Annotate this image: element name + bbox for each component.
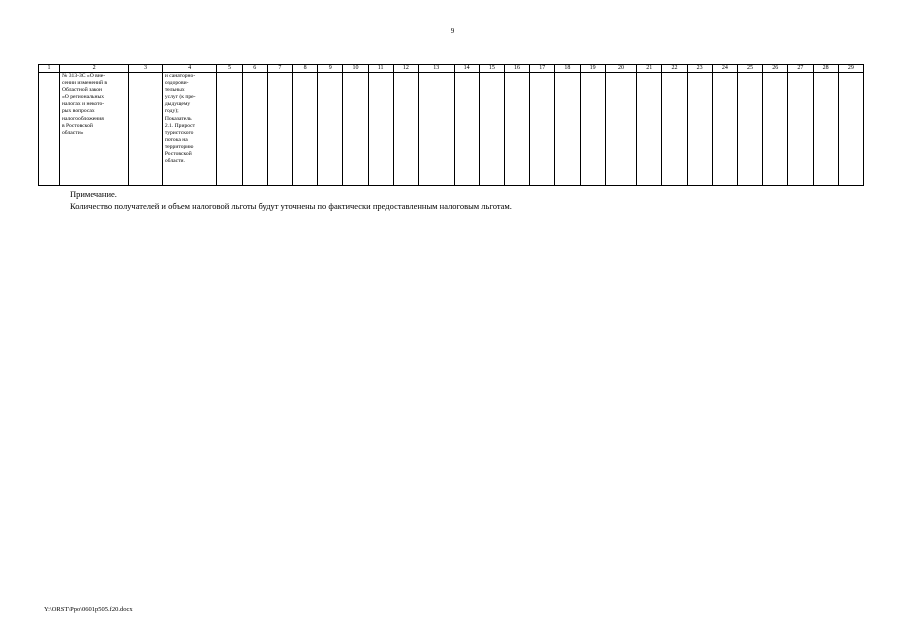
column-header: 25 [737, 65, 762, 73]
column-header: 5 [217, 65, 242, 73]
header-row [39, 65, 864, 73]
column-header: 23 [687, 65, 712, 73]
table-cell [605, 73, 636, 186]
note-text: Количество получателей и объем налоговой льготы будут уточнены по фактически предоставленным налоговым льготам. [70, 201, 512, 211]
table-cell [479, 73, 504, 186]
column-header: 13 [418, 65, 454, 73]
table-cell [637, 73, 662, 186]
table-cell: и санаторно- оздорови- тельных услуг (к пре- дыдущему году); Показатель 2.1. Прирост туристского потока на территорию Ростовской области. [162, 73, 217, 186]
table-cell [712, 73, 737, 186]
note-block [70, 188, 512, 212]
column-header: 2 [59, 65, 128, 73]
table-cell [838, 73, 863, 186]
column-header: 11 [368, 65, 393, 73]
column-header: 4 [162, 65, 217, 73]
table-cell [39, 73, 60, 186]
table-cell [368, 73, 393, 186]
page-number: 9 [450, 27, 455, 35]
column-header: 9 [318, 65, 343, 73]
column-header: 3 [129, 65, 163, 73]
table-cell [580, 73, 605, 186]
column-header: 1 [39, 65, 60, 73]
table-cell [504, 73, 529, 186]
table-cell: № 313-ЗС «О вне- сении изменений в Областной закон «О региональных налогах и некото- рых вопросах налогообложения в Ростовской области» [59, 73, 128, 186]
table-cell [217, 73, 242, 186]
table-cell [292, 73, 317, 186]
table-cell [267, 73, 292, 186]
column-header: 7 [267, 65, 292, 73]
table-cell [555, 73, 580, 186]
column-header: 17 [530, 65, 555, 73]
column-header: 19 [580, 65, 605, 73]
column-header: 20 [605, 65, 636, 73]
table-cell [418, 73, 454, 186]
column-header: 27 [788, 65, 813, 73]
table-cell [530, 73, 555, 186]
note-title: Примечание. [70, 189, 117, 199]
column-header: 28 [813, 65, 838, 73]
table-cell [763, 73, 788, 186]
data-table [38, 64, 864, 186]
column-header: 14 [454, 65, 479, 73]
column-header: 16 [504, 65, 529, 73]
column-header: 29 [838, 65, 863, 73]
table-cell [343, 73, 368, 186]
column-header: 22 [662, 65, 687, 73]
column-header: 6 [242, 65, 267, 73]
column-header: 21 [637, 65, 662, 73]
column-header: 15 [479, 65, 504, 73]
table-cell [129, 73, 163, 186]
table-cell [393, 73, 418, 186]
column-header: 8 [292, 65, 317, 73]
table-cell [687, 73, 712, 186]
column-header: 18 [555, 65, 580, 73]
footer-file-path: Y:\ORST\Ppo\0601p505.f20.docx [44, 606, 133, 613]
column-header: 10 [343, 65, 368, 73]
column-header: 12 [393, 65, 418, 73]
table-cell [737, 73, 762, 186]
table-cell [788, 73, 813, 186]
table-cell [318, 73, 343, 186]
table-cell [242, 73, 267, 186]
table-row [39, 73, 864, 186]
table-cell [662, 73, 687, 186]
column-header: 26 [763, 65, 788, 73]
column-header: 24 [712, 65, 737, 73]
table-cell [813, 73, 838, 186]
table-cell [454, 73, 479, 186]
